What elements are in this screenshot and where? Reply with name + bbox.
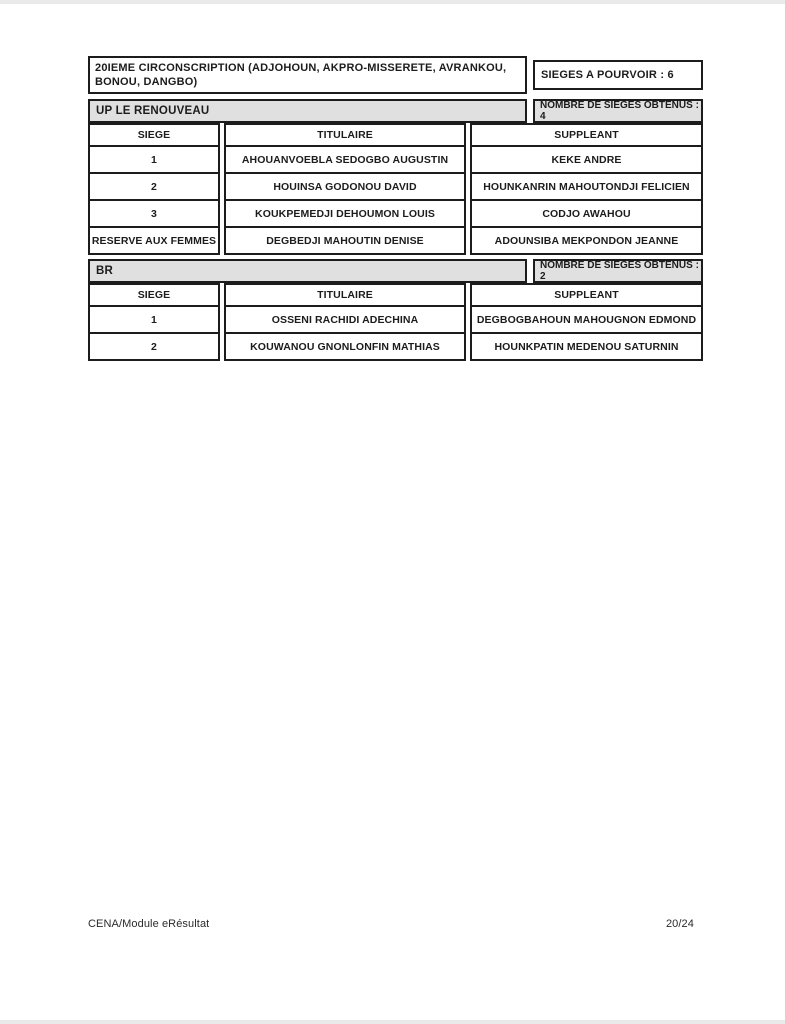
table-cell-siege: RESERVE AUX FEMMES xyxy=(88,226,220,255)
table-column-suppleant xyxy=(470,283,703,361)
party-name-bar: BR xyxy=(88,259,527,283)
table-cell-titulaire: DEGBEDJI MAHOUTIN DENISE xyxy=(224,226,466,255)
seats-to-fill-box: SIEGES A POURVOIR : 6 xyxy=(533,60,703,90)
table-cell-titulaire: HOUINSA GODONOU DAVID xyxy=(224,172,466,201)
party-header-row xyxy=(88,99,703,123)
table-cell-suppleant: HOUNKPATIN MEDENOU SATURNIN xyxy=(470,332,703,361)
table-cell-suppleant: KEKE ANDRE xyxy=(470,145,703,174)
table-cell-suppleant: ADOUNSIBA MEKPONDON JEANNE xyxy=(470,226,703,255)
footer-page-number: 20/24 xyxy=(665,918,694,930)
table-cell-siege: 1 xyxy=(88,145,220,174)
table-cell-titulaire: KOUWANOU GNONLONFIN MATHIAS xyxy=(224,332,466,361)
party-header-row xyxy=(88,259,703,283)
table-cell-siege: 3 xyxy=(88,199,220,228)
party-section xyxy=(88,99,703,255)
table-cell-siege: 2 xyxy=(88,332,220,361)
table-column-siege xyxy=(88,283,220,361)
results-document xyxy=(88,56,703,361)
table-cell-titulaire: OSSENI RACHIDI ADECHINA xyxy=(224,305,466,334)
table-cell-suppleant: HOUNKANRIN MAHOUTONDJI FELICIEN xyxy=(470,172,703,201)
seats-obtained-box: NOMBRE DE SIEGES OBTENUS : 4 xyxy=(533,99,703,123)
table-column-titulaire xyxy=(224,283,466,361)
circonscription-title: 20IEME CIRCONSCRIPTION (ADJOHOUN, AKPRO-MISSERETE, AVRANKOU, BONOU, DANGBO) xyxy=(88,56,527,94)
column-header-suppleant: SUPPLEANT xyxy=(470,123,703,147)
table-column-siege xyxy=(88,123,220,255)
document-page xyxy=(0,4,785,1020)
party-sections xyxy=(88,99,703,361)
page-footer xyxy=(88,918,694,930)
party-section xyxy=(88,259,703,361)
table-column-suppleant xyxy=(470,123,703,255)
seats-obtained-box: NOMBRE DE SIEGES OBTENUS : 2 xyxy=(533,259,703,283)
column-header-titulaire: TITULAIRE xyxy=(224,123,466,147)
document-header-row xyxy=(88,56,703,94)
footer-app-label: CENA/Module eRésultat xyxy=(88,918,210,930)
column-header-titulaire: TITULAIRE xyxy=(224,283,466,307)
column-header-siege: SIEGE xyxy=(88,283,220,307)
table-cell-titulaire: KOUKPEMEDJI DEHOUMON LOUIS xyxy=(224,199,466,228)
table-cell-siege: 1 xyxy=(88,305,220,334)
table-column-titulaire xyxy=(224,123,466,255)
table-cell-suppleant: CODJO AWAHOU xyxy=(470,199,703,228)
party-name-bar: UP LE RENOUVEAU xyxy=(88,99,527,123)
results-table xyxy=(88,123,703,255)
results-table xyxy=(88,283,703,361)
column-header-suppleant: SUPPLEANT xyxy=(470,283,703,307)
table-cell-siege: 2 xyxy=(88,172,220,201)
column-header-siege: SIEGE xyxy=(88,123,220,147)
table-cell-titulaire: AHOUANVOEBLA SEDOGBO AUGUSTIN xyxy=(224,145,466,174)
table-cell-suppleant: DEGBOGBAHOUN MAHOUGNON EDMOND xyxy=(470,305,703,334)
